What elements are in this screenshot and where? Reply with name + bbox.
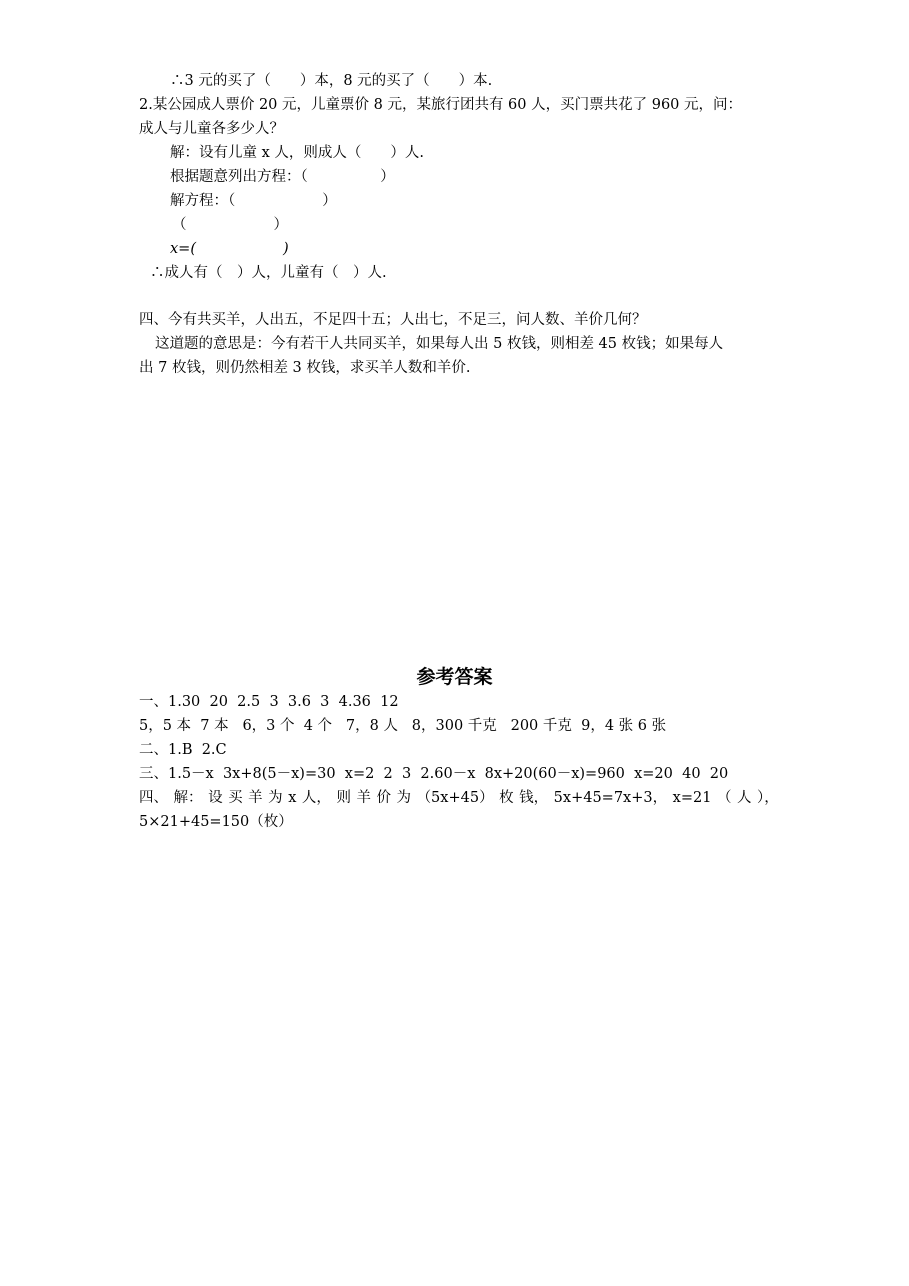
- answers-section4-part: 枚: [499, 790, 514, 806]
- answers-section4-part: 则: [336, 790, 351, 806]
- answers-section4-part: （5x+45）: [416, 790, 494, 806]
- q4-title: 四、今有共买羊，人出五，不足四十五；人出七，不足三，问人数、羊价几何？: [139, 312, 647, 328]
- answers-section4-part: 人，: [301, 790, 331, 806]
- answers-section4-result: 5×21+45=150（枚）: [139, 814, 293, 830]
- answers-section1-line: 一、1.30 20 2.5 3 3.6 3 4.36 12: [139, 694, 399, 710]
- answers-section4-part: 为: [268, 790, 283, 806]
- q3-2-stem-line1: 2.某公园成人票价 20 元，儿童票价 8 元，某旅行团共有 60 人，买门票共花了 960 元，问：: [139, 97, 743, 113]
- q4-meaning-line2: 出 7 枚钱，则仍然相差 3 枚钱，求买羊人数和羊价.: [139, 360, 471, 376]
- answers-section4-part: 钱，: [519, 790, 549, 806]
- q3-2-equation-blank: 根据题意列出方程：（ ）: [170, 169, 395, 185]
- answers-section4-part: 人: [736, 790, 752, 806]
- answers-section4-part: 四、: [139, 790, 168, 806]
- answers-section4-part: 解：: [173, 790, 203, 806]
- answers-section3-line: 三、1.5－x 3x+8(5－x)=30 x=2 2 3 2.60－x 8x+20(60－x)=960 x=20 40 20: [139, 766, 729, 782]
- answers-section2-line: 二、1.B 2.C: [139, 742, 227, 758]
- q3-2-conclusion: ∴成人有（ ）人，儿童有（ ）人.: [150, 265, 387, 281]
- answers-section4-part: ），: [757, 790, 779, 806]
- q3-2-x-blank: x=( ): [170, 241, 289, 257]
- answers-section4-part: x: [288, 790, 297, 806]
- answers-section4-part: 价: [376, 790, 391, 806]
- q3-2-stem-line2: 成人与儿童各多少人？: [139, 121, 284, 137]
- answers-section4-line: [139, 788, 779, 808]
- answers-section1-line2: 5，5 本 7 本 6，3 个 4 个 7，8 人 8，300 千克 200 千克 9，4 张 6 张: [139, 718, 667, 734]
- q3-2-solution-setup: 解：设有儿童 x 人，则成人（ ）人.: [170, 145, 425, 161]
- q3-2-solve-equation-blank: 解方程：（ ）: [170, 193, 337, 209]
- answers-section4-part: 5x+45=7x+3，: [553, 790, 668, 806]
- answers-section4-part: 羊: [356, 790, 371, 806]
- answers-section4-part: 买: [228, 790, 243, 806]
- answers-section4-part: （: [716, 790, 732, 806]
- answers-section4-part: 为: [396, 790, 412, 806]
- answers-section4-part: x=21: [672, 790, 712, 806]
- q3-1-answer-line: ∴3 元的买了（ ）本，8 元的买了（ ）本.: [170, 73, 493, 89]
- q3-2-step-blank: （ ）: [172, 217, 288, 233]
- answers-section4-part: 设: [208, 790, 223, 806]
- q4-meaning-line1: 这道题的意思是：今有若干人共同买羊，如果每人出 5 枚钱，则相差 45 枚钱；如果每人: [155, 336, 724, 352]
- answers-section4-part: 羊: [248, 790, 263, 806]
- answers-heading: 参考答案: [416, 666, 493, 688]
